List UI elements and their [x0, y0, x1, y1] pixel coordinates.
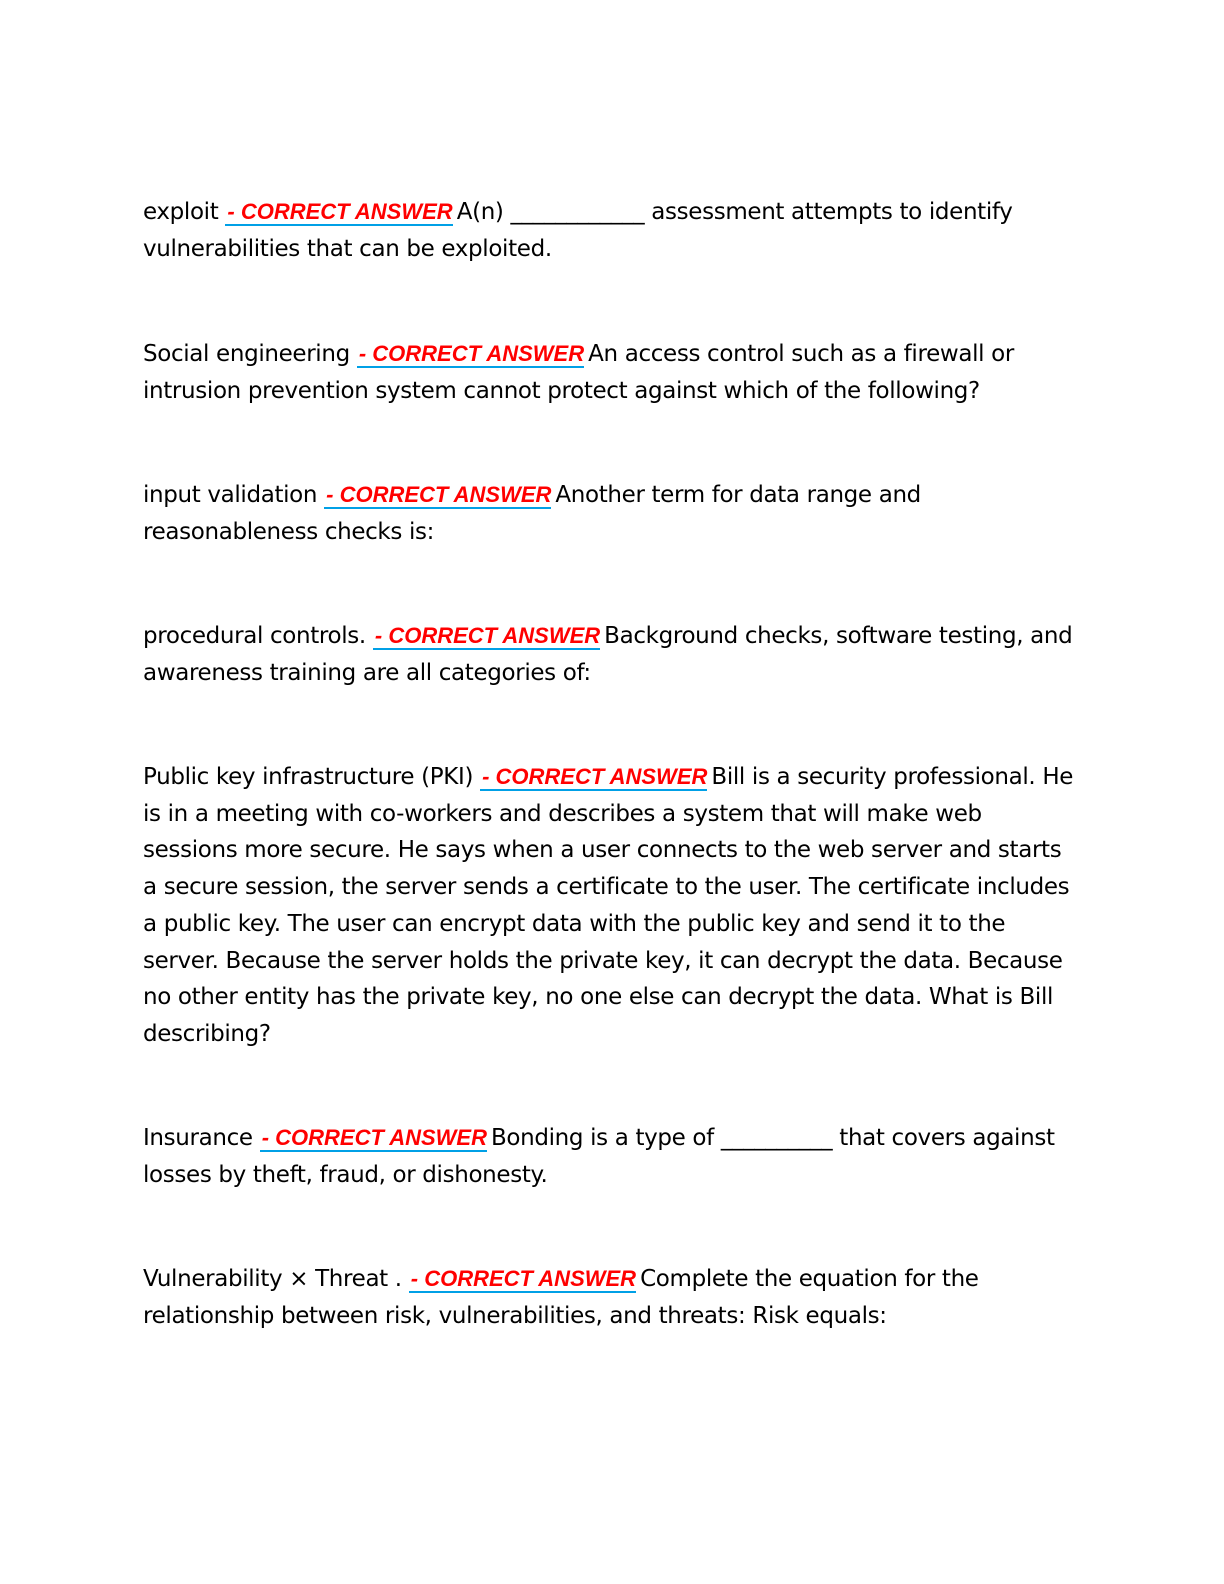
qa-entry: [143, 336, 1078, 409]
qa-entry: [143, 1120, 1078, 1193]
answer-text: Insurance: [143, 1125, 253, 1151]
question-text: Bonding is a type of __________ that covers against losses by theft, fraud, or dishonesty.: [143, 1125, 1055, 1188]
question-text: Bill is a security professional. He is in a meeting with co-workers and describes a system that will make web sessions more secure. He says when a user connects to the web server and starts a secure session, the server sends a certificate to the user. The certificate includes a public key. The user can encrypt data with the public key and send it to the server. Because the server holds the private key, it can decrypt the data. Because no other entity has the private key, no one else can decrypt the data. What is Bill describing?: [143, 764, 1074, 1047]
question-text: Another term for data range and reasonableness checks is:: [143, 482, 921, 545]
answer-text: Public key infrastructure (PKI): [143, 764, 474, 790]
correct-answer-label: - CORRECT ANSWER: [410, 1266, 637, 1291]
qa-entry: [143, 1261, 1078, 1334]
qa-entry: [143, 194, 1078, 267]
correct-answer-label: - CORRECT ANSWER: [482, 764, 708, 789]
answer-text: Vulnerability × Threat .: [143, 1266, 402, 1292]
correct-answer-label: - CORRECT ANSWER: [358, 341, 585, 366]
correct-answer-label: - CORRECT ANSWER: [326, 482, 552, 507]
answer-text: input validation: [143, 482, 318, 508]
answer-text: Social engineering: [143, 341, 350, 367]
question-text: An access control such as a firewall or intrusion prevention system cannot protect against which of the following?: [143, 341, 1014, 404]
question-text: A(n) ____________ assessment attempts to identify vulnerabilities that can be exploited.: [143, 199, 1013, 262]
qa-entry: [143, 477, 1078, 550]
qa-entry: [143, 759, 1078, 1053]
correct-answer-label: - CORRECT ANSWER: [261, 1125, 487, 1150]
correct-answer-label: - CORRECT ANSWER: [374, 623, 601, 648]
answer-text: procedural controls.: [143, 623, 366, 649]
answer-text: exploit: [143, 199, 219, 225]
question-text: Background checks, software testing, and awareness training are all categories of:: [143, 623, 1073, 686]
correct-answer-label: - CORRECT ANSWER: [227, 199, 453, 224]
question-text: Complete the equation for the relationship between risk, vulnerabilities, and threats: Risk equals:: [143, 1266, 979, 1329]
qa-entry: [143, 618, 1078, 691]
